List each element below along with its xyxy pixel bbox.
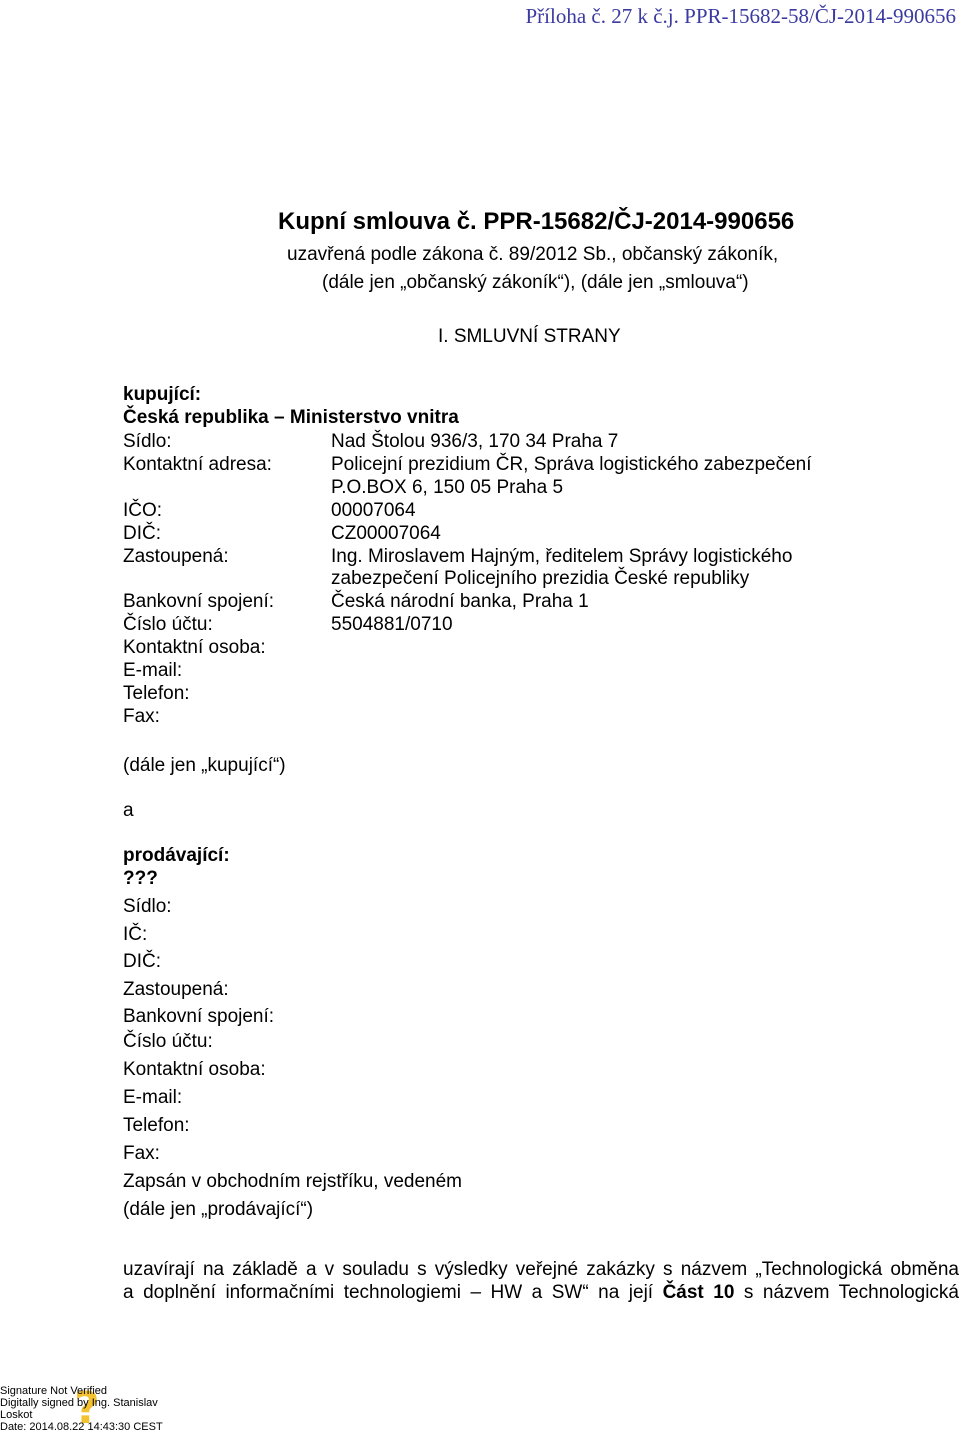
closing-line-2 xyxy=(123,1282,959,1304)
signature-signer: Digitally signed by Ing. Stanislav xyxy=(0,1397,158,1409)
buyer-ico-label: IČO: xyxy=(123,500,163,521)
seller-email-label: E-mail: xyxy=(123,1087,183,1108)
buyer-dic-label: DIČ: xyxy=(123,523,161,544)
seller-ic-label: IČ: xyxy=(123,924,148,945)
signature-status: Signature Not Verified xyxy=(0,1385,108,1397)
seller-dic-label: DIČ: xyxy=(123,951,161,972)
signature-signer-surname: Loskot xyxy=(0,1409,33,1421)
buyer-bank-label: Bankovní spojení: xyxy=(123,591,275,612)
buyer-contact-address-label: Kontaktní adresa: xyxy=(123,454,272,475)
closing-line-2-start: a doplnění informačními technologiemi – HW a SW“ na její xyxy=(123,1282,654,1303)
buyer-email-label: E-mail: xyxy=(123,660,183,681)
buyer-rep-1: Ing. Miroslavem Hajným, ředitelem Správy logistického xyxy=(331,546,793,567)
buyer-account-label: Číslo účtu: xyxy=(123,614,213,635)
contract-title: Kupní smlouva č. PPR-15682/ČJ-2014-990656 xyxy=(278,208,795,235)
seller-rep-label: Zastoupená: xyxy=(123,979,229,1000)
buyer-account: 5504881/0710 xyxy=(331,614,453,635)
buyer-contact-person-label: Kontaktní osoba: xyxy=(123,637,266,658)
buyer-rep-2: zabezpečení Policejního prezidia České republiky xyxy=(331,568,750,589)
seller-account-label: Číslo účtu: xyxy=(123,1031,213,1052)
buyer-bank: Česká národní banka, Praha 1 xyxy=(331,591,589,612)
buyer-contact-address-1: Policejní prezidium ČR, Správa logistického zabezpečení xyxy=(331,454,812,475)
seller-bank-label: Bankovní spojení: xyxy=(123,1006,275,1027)
buyer-contact-address-2: P.O.BOX 6, 150 05 Praha 5 xyxy=(331,477,564,498)
seller-name: ??? xyxy=(123,868,158,889)
buyer-seat: Nad Štolou 936/3, 170 34 Praha 7 xyxy=(331,431,619,452)
conjunction: a xyxy=(123,800,134,821)
closing-part-number: Část 10 xyxy=(662,1282,735,1303)
signature-unverified-icon: ? xyxy=(74,1383,100,1434)
buyer-seat-label: Sídlo: xyxy=(123,431,172,452)
buyer-name: Česká republika – Ministerstvo vnitra xyxy=(123,407,459,428)
seller-role: prodávající: xyxy=(123,845,230,866)
closing-line-2-end: s názvem Technologická xyxy=(743,1282,959,1303)
buyer-rep-label: Zastoupená: xyxy=(123,546,229,567)
seller-seat-label: Sídlo: xyxy=(123,896,172,917)
annex-reference: Příloha č. 27 k č.j. PPR-15682-58/ČJ-2014-990656 xyxy=(525,4,956,28)
seller-phone-label: Telefon: xyxy=(123,1115,190,1136)
signature-date: Date: 2014.08.22 14:43:30 CEST xyxy=(0,1421,163,1433)
buyer-alias: (dále jen „kupující“) xyxy=(123,755,286,776)
closing-line-1: uzavírají na základě a v souladu s výsledky veřejné zakázky s názvem „Technologická obměna xyxy=(123,1259,959,1280)
seller-registry: Zapsán v obchodním rejstříku, vedeném xyxy=(123,1171,463,1192)
contract-subtitle-1: uzavřená podle zákona č. 89/2012 Sb., občanský zákoník, xyxy=(287,244,779,265)
buyer-fax-label: Fax: xyxy=(123,706,160,727)
digital-signature xyxy=(0,1385,163,1433)
seller-alias: (dále jen „prodávající“) xyxy=(123,1199,314,1220)
buyer-role: kupující: xyxy=(123,384,202,405)
section-heading: I. SMLUVNÍ STRANY xyxy=(438,326,621,347)
buyer-ico: 00007064 xyxy=(331,500,416,521)
seller-fax-label: Fax: xyxy=(123,1143,160,1164)
buyer-phone-label: Telefon: xyxy=(123,683,190,704)
buyer-dic: CZ00007064 xyxy=(331,523,441,544)
contract-subtitle-2: (dále jen „občanský zákoník“), (dále jen „smlouva“) xyxy=(322,272,749,293)
seller-contact-person-label: Kontaktní osoba: xyxy=(123,1059,266,1080)
